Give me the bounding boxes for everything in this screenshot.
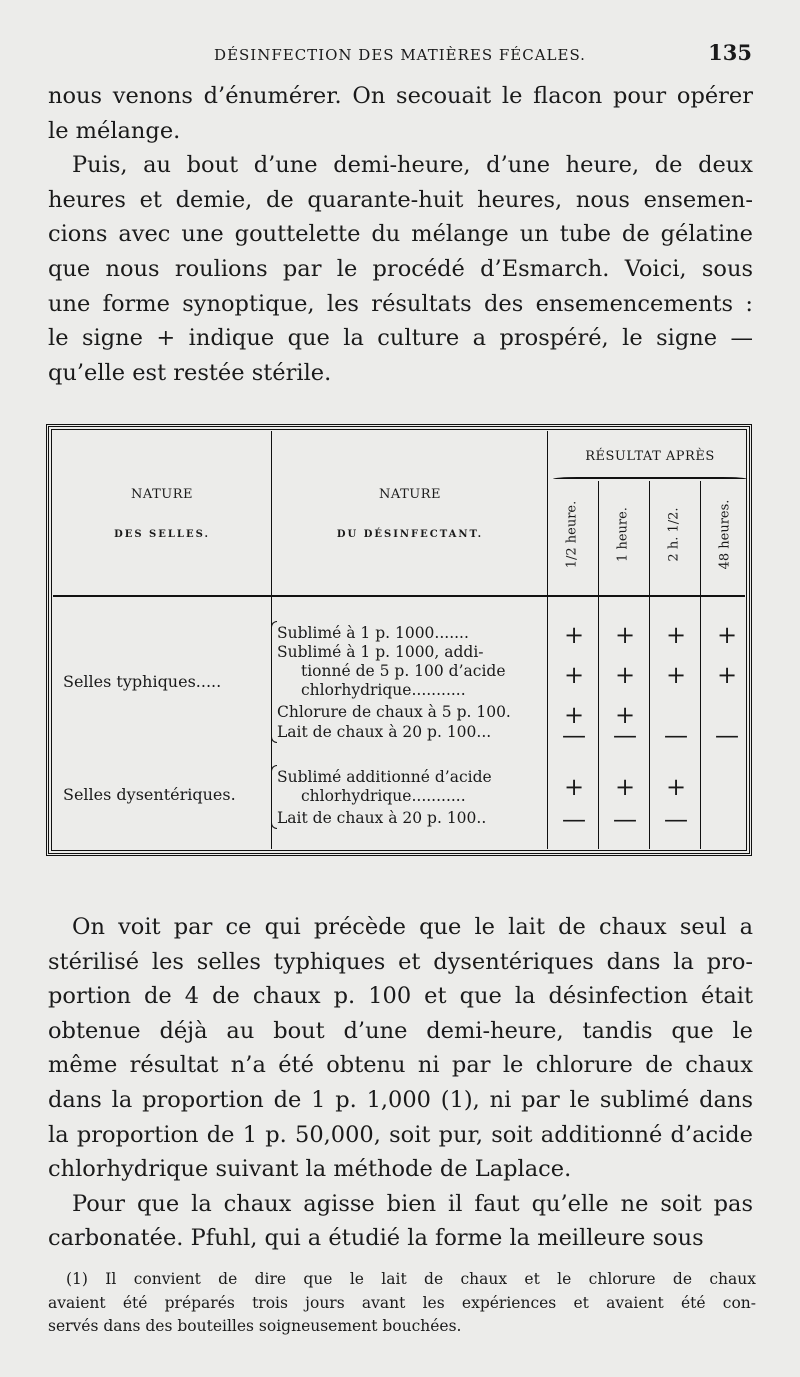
footnote-line: servés dans des bouteilles soigneusement bouchées. <box>48 1317 462 1335</box>
text-line: portion de 4 de chaux p. 100 et que la désinfection était <box>48 983 753 1010</box>
result-mark: + <box>665 661 687 689</box>
text-line: heures et demie, de quarante-huit heures, nous ensemen- <box>48 186 753 213</box>
result-mark: — <box>562 805 586 833</box>
table-rule <box>547 431 548 849</box>
disinfectant-cell: Sublimé à 1 p. 1000....... <box>277 624 469 642</box>
result-mark: — <box>664 805 688 833</box>
disinfectant-cell: chlorhydrique........... <box>301 681 466 699</box>
col-header-result: RÉSULTAT APRÈS <box>585 449 715 464</box>
text-line: même résultat n’a été obtenu ni par le chlorure de chaux <box>48 1052 753 1079</box>
footnote-line: avaient été préparés trois jours avant les expériences et avaient été con- <box>48 1293 756 1312</box>
text-line: dans la proportion de 1 p. 1,000 (1), ni par le sublimé dans <box>48 1086 753 1113</box>
text-line: cions avec une gouttelette du mélange un tube de gélatine <box>48 221 753 248</box>
running-header <box>48 40 752 70</box>
text-line: la proportion de 1 p. 50,000, soit pur, soit additionné d’acide <box>48 1121 753 1148</box>
result-mark: + <box>563 621 585 649</box>
text-line: nous venons d’énumérer. On secouait le flacon pour opérer <box>48 83 753 109</box>
text-line: Pour que la chaux agisse bien il faut qu’elle ne soit pas <box>72 1190 753 1217</box>
header-brace <box>553 477 747 479</box>
time-header-48-hours: 48 heures. <box>717 499 733 570</box>
paragraph <box>48 148 753 390</box>
result-mark: — <box>664 721 688 749</box>
stool-label-dysentery: Selles dysentériques. <box>63 785 236 804</box>
disinfectant-cell: Sublimé à 1 p. 1000, addi- <box>277 643 484 661</box>
paragraph <box>48 1187 753 1256</box>
col-header-disinfectant: NATURE <box>379 487 441 502</box>
text-line: carbonatée. Pfuhl, qui a étudié la forme la meilleure sous <box>48 1225 704 1252</box>
body-text-top <box>48 79 753 390</box>
time-header-two-and-half: 2 h. 1/2. <box>666 507 682 562</box>
text-line: qu’elle est restée stérile. <box>48 359 332 386</box>
disinfectant-cell: tionné de 5 p. 100 d’acide <box>301 662 506 680</box>
stool-label-typhoid: Selles typhiques..... <box>63 672 222 691</box>
result-mark: + <box>665 773 687 801</box>
text-line: le signe + indique que la culture a prospéré, le signe — <box>48 325 753 352</box>
paragraph-continued <box>48 79 753 148</box>
results-table <box>46 424 752 856</box>
text-line: Puis, au bout d’une demi-heure, d’une heure, de deux <box>72 152 753 179</box>
result-mark: — <box>613 721 637 749</box>
running-title: DÉSINFECTION DES MATIÈRES FÉCALES. <box>214 46 586 64</box>
result-mark: — <box>562 721 586 749</box>
footnote <box>48 1268 756 1339</box>
result-mark: + <box>563 661 585 689</box>
disinfectant-cell: Lait de chaux à 20 p. 100... <box>277 723 492 741</box>
text-line: une forme synoptique, les résultats des ensemencements : <box>48 290 753 317</box>
result-mark: + <box>563 773 585 801</box>
result-mark: + <box>614 621 636 649</box>
page-number: 135 <box>708 40 752 65</box>
text-line: le mélange. <box>48 117 181 144</box>
paragraph <box>48 910 753 1187</box>
result-mark: — <box>715 721 739 749</box>
disinfectant-cell: Chlorure de chaux à 5 p. 100. <box>277 703 511 721</box>
result-mark: — <box>613 805 637 833</box>
disinfectant-cell: Sublimé additionné d’acide <box>277 768 492 786</box>
disinfectant-cell: chlorhydrique........... <box>301 787 466 805</box>
footnote-line: (1) Il convient de dire que le lait de chaux et le chlorure de chaux <box>66 1270 756 1288</box>
result-mark: + <box>614 701 636 729</box>
text-line: chlorhydrique suivant la méthode de Laplace. <box>48 1156 572 1183</box>
col-subheader-disinfectant: DU DÉSINFECTANT. <box>336 529 484 540</box>
disinfectant-cell: Lait de chaux à 20 p. 100.. <box>277 809 487 827</box>
header-rule <box>53 595 745 597</box>
text-line: que nous roulions par le procédé d’Esmarch. Voici, sous <box>48 255 753 282</box>
col-header-stool: NATURE <box>131 487 193 502</box>
body-text-bottom <box>48 910 753 1256</box>
result-mark: + <box>563 701 585 729</box>
text-line: obtenue déjà au bout d’une demi-heure, tandis que le <box>48 1017 753 1044</box>
time-header-half-hour: 1/2 heure. <box>564 500 580 569</box>
col-subheader-stool: DES SELLES. <box>114 529 210 540</box>
time-header-one-hour: 1 heure. <box>615 507 631 562</box>
result-mark: + <box>614 773 636 801</box>
text-line: stérilisé les selles typhiques et dysentériques dans la pro- <box>48 948 753 975</box>
result-mark: + <box>614 661 636 689</box>
result-mark: + <box>716 621 738 649</box>
result-mark: + <box>716 661 738 689</box>
result-mark: + <box>665 621 687 649</box>
text-line: On voit par ce qui précède que le lait de chaux seul a <box>72 914 753 940</box>
